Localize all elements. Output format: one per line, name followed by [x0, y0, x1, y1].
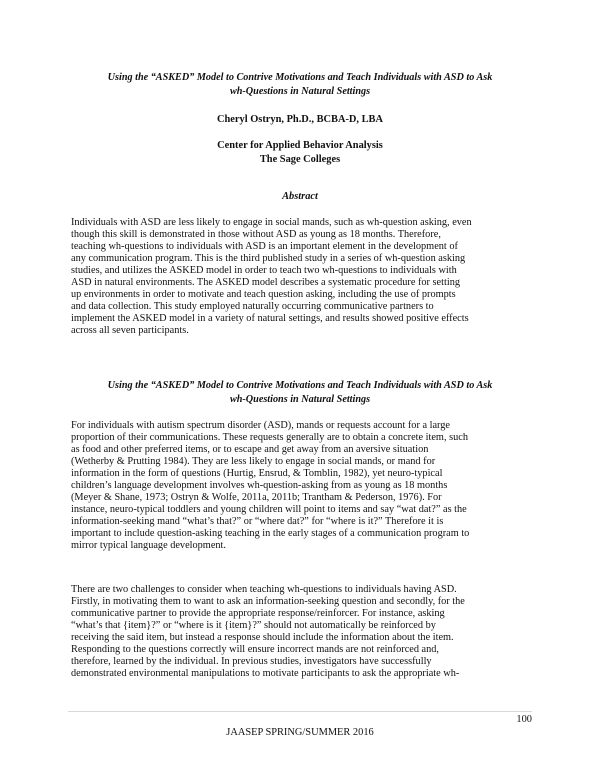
text-line: (Wetherby & Prutting 1984). They are less likely to engage in social mands, or mand for — [71, 456, 436, 468]
text-line: receiving the said item, but instead a response should include the information about the item. — [71, 632, 454, 644]
text-line: studies, and utilizes the ASKED model in order to teach two wh-questions to individuals with — [71, 265, 457, 277]
article-title-line: Using the “ASKED” Model to Contrive Motivations and Teach Individuals with ASD to Ask — [107, 72, 493, 83]
text-line: Individuals with ASD are less likely to engage in social mands, such as wh-question asking, even — [71, 217, 472, 228]
affiliation — [0, 139, 600, 167]
article-title — [68, 71, 532, 99]
author-name: Cheryl Ostryn, Ph.D., BCBA-D, LBA — [217, 114, 383, 125]
text-line: proportion of their communications. These requests generally are to obtain a concrete item, such — [71, 432, 468, 444]
text-line: communicative partner to provide the appropriate response/reinforcer. For instance, asking — [71, 608, 445, 620]
text-line: mirror typical language development. — [71, 540, 226, 552]
section-title-line: Using the “ASKED” Model to Contrive Motivations and Teach Individuals with ASD to Ask — [107, 380, 493, 391]
text-line: instance, neuro-typical toddlers and young children will point to items and say “wat dat?” as the — [71, 504, 467, 516]
text-line: information in the form of questions (Hurtig, Ensrud, & Tomblin, 1982), yet neuro-typical — [71, 468, 443, 480]
text-line: teaching wh-questions to individuals with ASD is an important element in the development of — [71, 241, 458, 253]
text-line: (Meyer & Shane, 1973; Ostryn & Wolfe, 2011a, 2011b; Trantham & Pederson, 1976). For — [71, 492, 442, 504]
page-number: 100 — [516, 714, 532, 725]
text-line: implement the ASKED model in a variety of natural settings, and results showed positive effects — [71, 313, 469, 325]
text-line: as food and other preferred items, or to escape and get away from an aversive situation — [71, 444, 429, 456]
text-line: For individuals with autism spectrum disorder (ASD), mands or requests account for a large — [71, 420, 450, 431]
text-line: though this skill is demonstrated in those without ASD as young as 18 months. Therefore, — [71, 229, 441, 241]
text-line: therefore, learned by the individual. In previous studies, investigators have successfully — [71, 656, 432, 668]
abstract-paragraph — [71, 217, 531, 337]
text-line: Responding to the questions correctly will ensure incorrect mands are not reinforced and, — [71, 644, 439, 656]
section-title — [68, 379, 532, 407]
affiliation-line: The Sage Colleges — [259, 154, 341, 165]
text-line: across all seven participants. — [71, 325, 189, 337]
text-line: Firstly, in motivating them to want to ask an information-seeking question and secondly, for the — [71, 596, 465, 608]
text-line: information-seeking mand “what’s that?” or “where dat?” for “where is it?” Therefore it is — [71, 516, 444, 528]
text-line: up environments in order to motivate and teach question asking, including the use of prompts — [71, 289, 456, 301]
journal-footer: JAASEP SPRING/SUMMER 2016 — [226, 727, 374, 738]
text-line: ASD in natural environments. The ASKED model describes a systematic procedure for setting — [71, 277, 460, 289]
text-line: demonstrated environmental manipulations to motivate participants to ask the appropriate wh- — [71, 668, 460, 680]
text-line: There are two challenges to consider when teaching wh-questions to individuals having ASD. — [71, 584, 457, 595]
text-line: “what’s that {item}?” or “where is it {item}?” should not automatically be reinforced by — [71, 620, 436, 632]
affiliation-line: Center for Applied Behavior Analysis — [217, 140, 383, 151]
section-title-line: wh-Questions in Natural Settings — [229, 394, 371, 405]
text-line: any communication program. This is the third published study in a series of wh-question asking — [71, 253, 466, 265]
body-paragraph-2 — [71, 584, 531, 680]
text-line: and data collection. This study employed naturally occurring communicative partners to — [71, 301, 434, 313]
article-title-line: wh-Questions in Natural Settings — [229, 86, 371, 97]
body-paragraph-1 — [71, 420, 531, 553]
footer-divider — [68, 711, 532, 712]
text-line: children’s language development involves wh-question-asking from as young as 18 months — [71, 480, 448, 492]
text-line: important to include question-asking teaching in the early stages of a communication program to — [71, 528, 470, 540]
abstract-heading: Abstract — [282, 191, 318, 202]
